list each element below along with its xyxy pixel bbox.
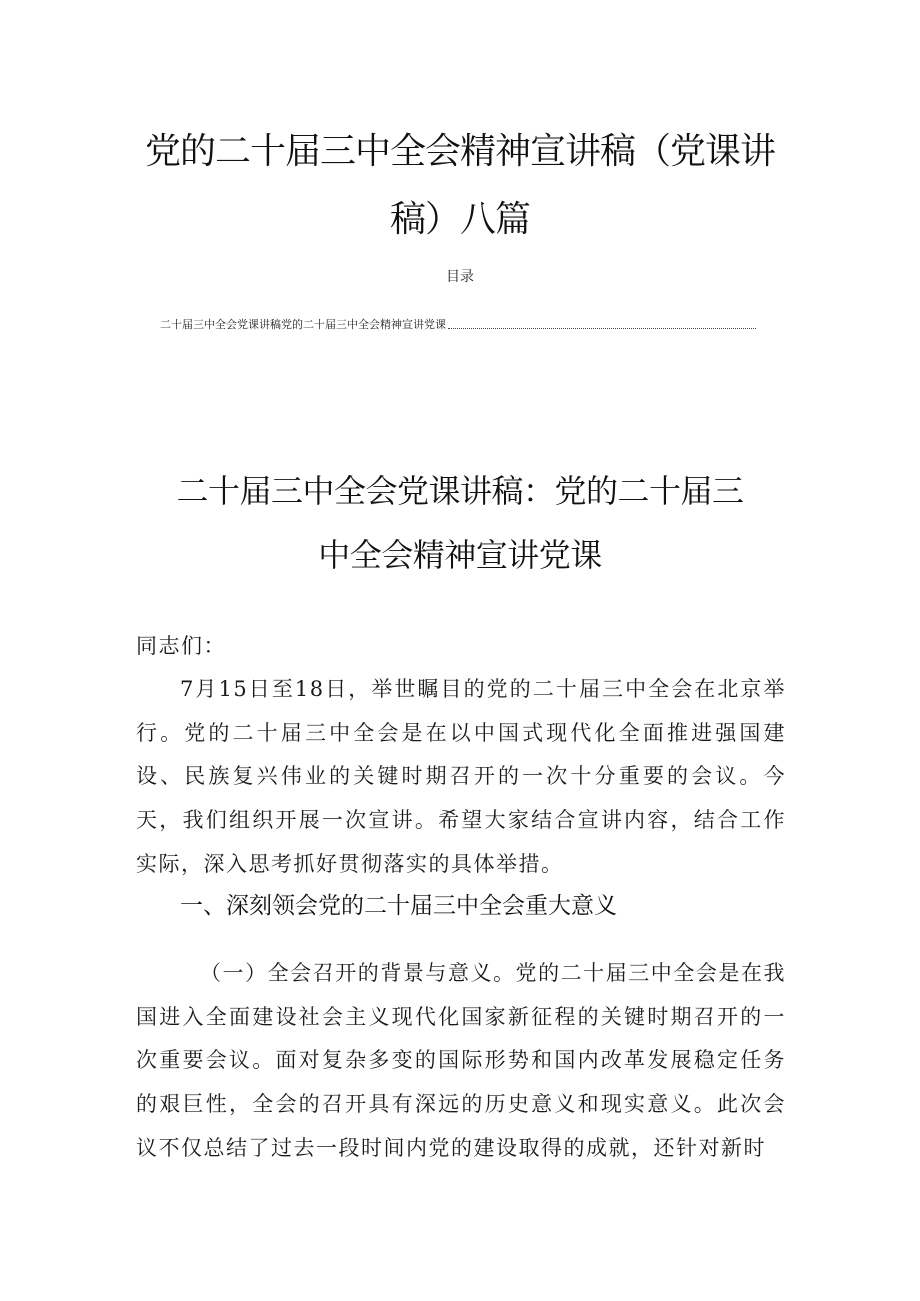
paragraph-intro: 7月15日至18日，举世瞩目的党的二十届三中全会在北京举行。党的二十届三中全会是在以中国式现代化全面推进强国建设、民族复兴伟业的关键时期召开的一次十分重要的会议。今天，我们组织开展一次宣讲。希望大家结合宣讲内容，结合工作实际，深入思考抓好贯彻落实的具体举措。 bbox=[136, 677, 786, 876]
article-title-line1: 二十届三中全会党课讲稿：党的二十届三 bbox=[176, 472, 744, 510]
document-title-line1: 党的二十届三中全会精神宣讲稿（党课讲 bbox=[144, 131, 775, 172]
document-title-line2: 稿）八篇 bbox=[389, 199, 530, 240]
toc-dot-leader bbox=[448, 327, 756, 329]
toc-heading: 目录 bbox=[446, 269, 474, 285]
article-title-line2: 中全会精神宣讲党课 bbox=[318, 536, 602, 574]
paragraph-background: （一）全会召开的背景与意义。党的二十届三中全会是在我国进入全面建设社会主义现代化国家新征程的关键时期召开的一次重要会议。面对复杂多变的国际形势和国内改革发展稳定任务的艰巨性，全会的召开具有深远的历史意义和现实意义。此次会议不仅总结了过去一段时间内党的建设取得的成就，还针对新时 bbox=[136, 961, 786, 1160]
toc-entry[interactable] bbox=[160, 316, 756, 332]
section-heading: 一、深刻领会党的二十届三中全会重大意义 bbox=[180, 893, 617, 919]
salutation: 同志们： bbox=[136, 634, 226, 658]
toc-entry-text: 二十届三中全会党课讲稿党的二十届三中全会精神宣讲党课 bbox=[160, 318, 446, 331]
